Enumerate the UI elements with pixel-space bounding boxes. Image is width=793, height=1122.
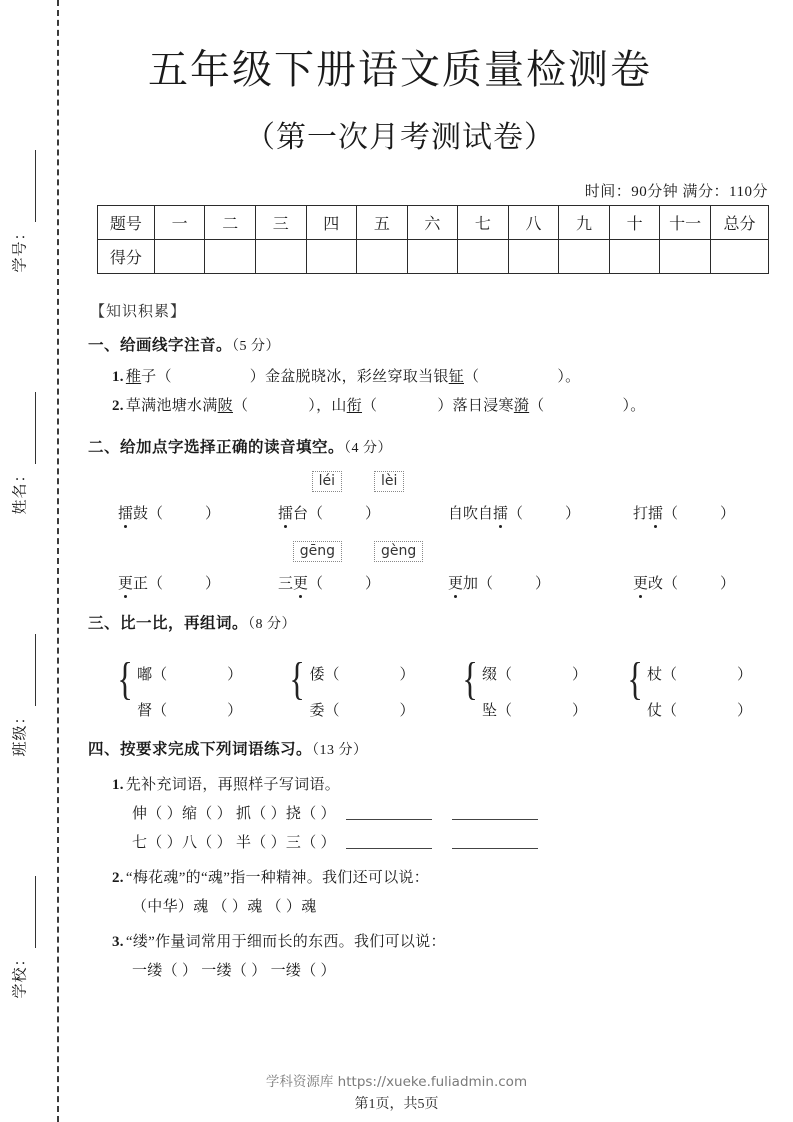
brace-bottom-4: 仗（ ） — [647, 679, 752, 715]
score-cell-3[interactable] — [255, 240, 306, 274]
section-4-question-3 — [112, 930, 778, 951]
score-cell-9[interactable] — [559, 240, 610, 274]
fill-line-2 — [35, 634, 36, 706]
fill-line-1 — [35, 392, 36, 464]
answer-blank[interactable] — [167, 643, 227, 679]
page-number: 第1页，共5页 — [354, 1097, 439, 1112]
exam-body — [88, 300, 778, 988]
score-table-col-10: 十 — [609, 206, 660, 240]
brace-top-1: 嘟（ ） — [137, 643, 242, 679]
score-table-col-9: 九 — [559, 206, 610, 240]
word-item-leigu: 擂鼓（ ） — [118, 502, 278, 523]
q-text: （中华）魂 （ ）魂 （ ）魂 — [132, 899, 317, 915]
word-item-genggai: 更改（ ） — [633, 572, 735, 593]
score-table-col-2: 二 — [205, 206, 256, 240]
dotted-char: 更 — [118, 572, 133, 593]
word-item-sangeng: 三更（ ） — [278, 572, 448, 593]
answer-line[interactable] — [452, 834, 538, 849]
answer-line[interactable] — [346, 834, 432, 849]
dotted-char: 擂 — [118, 502, 133, 523]
brace-top-2: 倭（ ） — [310, 643, 415, 679]
score-table-row-label-1: 得分 — [98, 240, 155, 274]
word-item-gengzheng: 更正（ ） — [118, 572, 278, 593]
section-heading-1 — [88, 333, 778, 355]
q-text: （ — [529, 398, 545, 414]
q-text: 草满池塘水满 — [125, 398, 218, 414]
q-text: 子（ — [141, 369, 172, 385]
left-margin-strip — [0, 0, 80, 1122]
word-item-dalei: 打擂（ ） — [633, 502, 735, 523]
brace-group-2 — [286, 643, 432, 719]
answer-blank[interactable] — [512, 643, 572, 679]
q-text: （ — [464, 369, 480, 385]
q-text: “梅花魂”的“魂”指一种精神。我们还可以说： — [125, 870, 430, 886]
dotted-char: 更 — [293, 572, 308, 593]
brace-icon: { — [627, 653, 643, 704]
score-cell-10[interactable] — [609, 240, 660, 274]
q-text: （ — [232, 398, 249, 414]
page-subtitle: （第一次月考测试卷） — [245, 121, 555, 154]
watermark: 学科资源库 https://xueke.fuliadmin.com — [265, 1074, 528, 1090]
side-label-name: 姓名： — [12, 466, 29, 515]
q-text: ）落日浸寒 — [437, 398, 514, 414]
section-3-title: 三、比一比，再组词。 — [88, 614, 249, 632]
word-row-a — [118, 502, 778, 523]
score-cell-6[interactable] — [407, 240, 458, 274]
q-num: 1. — [112, 777, 124, 793]
table-row-header — [98, 206, 769, 240]
dotted-char: 擂 — [648, 502, 663, 523]
q-num: 2. — [112, 870, 124, 886]
score-cell-8[interactable] — [508, 240, 559, 274]
pinyin-options-a — [88, 471, 778, 492]
section-4-points: （13 分） — [312, 743, 368, 758]
pinyin-chip-geng1[interactable]: gēng — [293, 541, 342, 562]
section-4-q2-row — [132, 895, 778, 916]
brace-bottom-3: 坠（ ） — [482, 679, 587, 715]
q-text: 先补充词语，再照样子写词语。 — [125, 777, 341, 793]
section-3-points: （8 分） — [248, 617, 297, 632]
score-cell-4[interactable] — [306, 240, 357, 274]
q-num: 3. — [112, 934, 124, 950]
score-table-col-6: 六 — [407, 206, 458, 240]
table-row-score — [98, 240, 769, 274]
pinyin-chip-lei4[interactable]: lèi — [374, 471, 404, 492]
section-1-question-2 — [112, 394, 778, 415]
section-4-question-1 — [112, 773, 778, 794]
score-cell-1[interactable] — [154, 240, 205, 274]
score-table-col-1: 一 — [154, 206, 205, 240]
exam-info: 时间：90分钟 满分：110分 — [584, 184, 768, 200]
page-title: 五年级下册语文质量检测卷 — [148, 47, 652, 92]
section-heading-4 — [88, 737, 778, 759]
score-cell-7[interactable] — [458, 240, 509, 274]
q-text: ）金盆脱晓冰，彩丝穿取当银 — [249, 369, 449, 385]
q-text: （ — [362, 398, 378, 414]
underlined-char: 衔 — [346, 398, 363, 414]
brace-icon: { — [117, 653, 133, 704]
section-2-points: （4 分） — [344, 441, 393, 456]
answer-blank[interactable] — [677, 679, 737, 715]
score-table — [97, 205, 769, 274]
pinyin-chip-lei1[interactable]: léi — [312, 471, 342, 492]
underlined-char: 稚 — [125, 369, 142, 385]
section-4-title: 四、按要求完成下列词语练习。 — [88, 740, 313, 758]
word-row-b — [118, 572, 778, 593]
dotted-char: 擂 — [493, 502, 508, 523]
score-table-col-11: 十一 — [660, 206, 711, 240]
score-table-col-4: 四 — [306, 206, 357, 240]
fill-line-0 — [35, 150, 36, 222]
underlined-char: 钲 — [448, 369, 464, 385]
section-4-q1-row1 — [132, 802, 778, 823]
q-text: 伸（ ）缩（ ） 抓（ ）挠（ ） — [132, 806, 336, 822]
pinyin-options-b — [88, 541, 778, 562]
section-heading-2 — [88, 435, 778, 457]
section-4-q3-row — [132, 959, 778, 980]
score-table-col-3: 三 — [255, 206, 306, 240]
score-table-col-5: 五 — [357, 206, 408, 240]
word-item-zichuizilei: 自吹自擂（ ） — [448, 502, 633, 523]
dotted-char: 更 — [448, 572, 463, 593]
category-label: 【知识积累】 — [90, 304, 187, 320]
section-4-question-2 — [112, 866, 778, 887]
q-text: 一缕（ ） 一缕（ ） 一缕（ ） — [132, 963, 336, 979]
q-text: “缕”作量词常用于细而长的东西。我们可以说： — [125, 934, 446, 950]
side-label-student-id: 学号： — [12, 224, 29, 273]
brace-group-1 — [114, 643, 260, 719]
brace-top-3: 缀（ ） — [482, 643, 587, 679]
answer-blank[interactable] — [340, 679, 400, 715]
score-table-col-7: 七 — [458, 206, 509, 240]
q-text: ），山 — [308, 398, 347, 414]
answer-line[interactable] — [452, 805, 538, 820]
answer-blank[interactable] — [167, 679, 227, 715]
answer-blank[interactable] — [340, 643, 400, 679]
fill-line-3 — [35, 876, 36, 948]
dotted-char: 更 — [633, 572, 648, 593]
underlined-char: 漪 — [513, 398, 530, 414]
answer-line[interactable] — [346, 805, 432, 820]
word-item-leitai: 擂台（ ） — [278, 502, 448, 523]
brace-group-3 — [459, 643, 598, 719]
side-label-class: 班级： — [12, 708, 29, 757]
q-num: 1. — [112, 369, 124, 385]
pinyin-chip-geng4[interactable]: gèng — [374, 541, 423, 562]
q-num: 2. — [112, 398, 124, 414]
score-cell-total[interactable] — [710, 240, 768, 274]
brace-icon: { — [289, 653, 306, 704]
brace-bottom-2: 委（ ） — [310, 679, 415, 715]
underlined-char: 陂 — [217, 398, 233, 414]
score-cell-11[interactable] — [660, 240, 711, 274]
cut-dashed-line — [57, 0, 59, 1122]
section-heading-3 — [88, 611, 778, 633]
brace-group-4 — [624, 643, 753, 719]
q-text: ）。 — [622, 398, 646, 414]
section-2-title: 二、给加点字选择正确的读音填空。 — [88, 438, 345, 456]
side-label-school: 学校： — [12, 950, 29, 999]
brace-bottom-1: 督（ ） — [137, 679, 242, 715]
q-text: ）。 — [557, 369, 581, 385]
compare-word-groups — [114, 643, 778, 719]
score-cell-2[interactable] — [205, 240, 256, 274]
answer-blank[interactable] — [512, 679, 572, 715]
dotted-char: 擂 — [278, 502, 293, 523]
answer-blank[interactable] — [677, 643, 737, 679]
q-text: 七（ ）八（ ） 半（ ）三（ ） — [132, 835, 336, 851]
section-1-question-1 — [112, 365, 778, 386]
score-table-row-label-0: 题号 — [98, 206, 155, 240]
brace-icon: { — [462, 653, 478, 704]
section-1-points: （5 分） — [232, 339, 281, 354]
section-1-title: 一、给画线字注音。 — [88, 336, 233, 354]
score-cell-5[interactable] — [357, 240, 408, 274]
score-table-col-8: 八 — [508, 206, 559, 240]
score-table-col-total: 总分 — [710, 206, 768, 240]
word-item-gengjia: 更加（ ） — [448, 572, 633, 593]
section-4-q1-row2 — [132, 831, 778, 852]
brace-top-4: 杖（ ） — [647, 643, 752, 679]
